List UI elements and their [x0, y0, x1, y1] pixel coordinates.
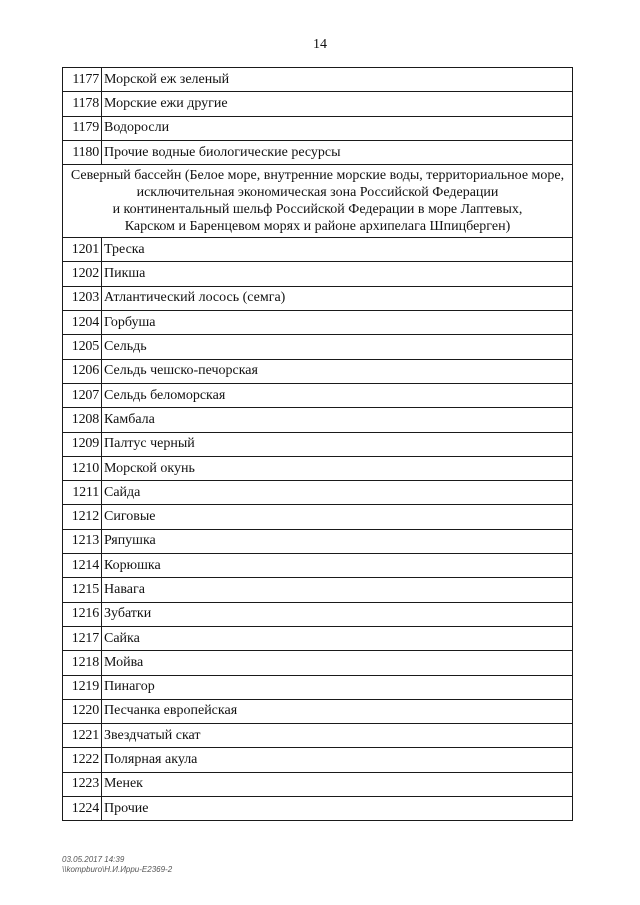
- table-row: [63, 311, 573, 335]
- name-cell: Прочие: [102, 797, 573, 821]
- table-body-bottom: [63, 238, 573, 821]
- table-row: [63, 408, 573, 432]
- name-cell: Сельдь беломорская: [102, 383, 573, 407]
- table-row: [63, 383, 573, 407]
- name-cell: Песчанка европейская: [102, 699, 573, 723]
- table-row: [63, 286, 573, 310]
- code-cell: 1217: [63, 626, 102, 650]
- name-cell: Пикша: [102, 262, 573, 286]
- section-header-line: исключительная экономическая зона Российской Федерации: [136, 185, 499, 201]
- section-header-line: Карском и Баренцевом морях и районе архипелага Шпицберген): [124, 219, 511, 235]
- table-row: [63, 529, 573, 553]
- name-cell: Сиговые: [102, 505, 573, 529]
- name-cell: Палтус черный: [102, 432, 573, 456]
- name-cell: Камбала: [102, 408, 573, 432]
- code-cell: 1204: [63, 311, 102, 335]
- code-cell: 1218: [63, 651, 102, 675]
- code-cell: 1215: [63, 578, 102, 602]
- table-row: [63, 772, 573, 796]
- code-cell: 1177: [63, 68, 102, 92]
- name-cell: Сельдь: [102, 335, 573, 359]
- table-row: [63, 432, 573, 456]
- table-row: [63, 748, 573, 772]
- name-cell: Звездчатый скат: [102, 724, 573, 748]
- table-row: [63, 505, 573, 529]
- table-row: [63, 602, 573, 626]
- name-cell: Атлантический лосось (семга): [102, 286, 573, 310]
- name-cell: Морской еж зеленый: [102, 68, 573, 92]
- name-cell: Корюшка: [102, 554, 573, 578]
- name-cell: Морские ежи другие: [102, 92, 573, 116]
- code-cell: 1178: [63, 92, 102, 116]
- name-cell: Сайка: [102, 626, 573, 650]
- name-cell: Полярная акула: [102, 748, 573, 772]
- code-cell: 1203: [63, 286, 102, 310]
- name-cell: Сельдь чешско-печорская: [102, 359, 573, 383]
- footer-file-path: \\kompburo\Н.И.Ирри-Е2369-2: [62, 865, 173, 874]
- table-row: [63, 262, 573, 286]
- name-cell: Водоросли: [102, 116, 573, 140]
- table-row: [63, 626, 573, 650]
- table-row: [63, 140, 573, 164]
- table-row: [63, 578, 573, 602]
- table-row: [63, 651, 573, 675]
- code-cell: 1224: [63, 797, 102, 821]
- code-cell: 1205: [63, 335, 102, 359]
- section-header-row: [63, 165, 573, 238]
- code-cell: 1213: [63, 529, 102, 553]
- species-code-table: [62, 67, 573, 821]
- code-cell: 1219: [63, 675, 102, 699]
- name-cell: Прочие водные биологические ресурсы: [102, 140, 573, 164]
- table-row: [63, 675, 573, 699]
- code-cell: 1214: [63, 554, 102, 578]
- table-row: [63, 335, 573, 359]
- name-cell: Зубатки: [102, 602, 573, 626]
- table-row: [63, 238, 573, 262]
- name-cell: Пинагор: [102, 675, 573, 699]
- page-number: 14: [313, 37, 327, 52]
- table-row: [63, 699, 573, 723]
- table-row: [63, 92, 573, 116]
- code-cell: 1201: [63, 238, 102, 262]
- footer-timestamp: 03.05.2017 14:39: [62, 855, 125, 864]
- table-row: [63, 359, 573, 383]
- code-cell: 1207: [63, 383, 102, 407]
- section-header-line: Северный бассейн (Белое море, внутренние морские воды, территориальное море,: [70, 168, 565, 184]
- code-cell: 1212: [63, 505, 102, 529]
- code-cell: 1210: [63, 456, 102, 480]
- code-cell: 1179: [63, 116, 102, 140]
- name-cell: Горбуша: [102, 311, 573, 335]
- table-row: [63, 481, 573, 505]
- table-row: [63, 724, 573, 748]
- table-row: [63, 116, 573, 140]
- code-cell: 1211: [63, 481, 102, 505]
- code-cell: 1208: [63, 408, 102, 432]
- code-cell: 1223: [63, 772, 102, 796]
- code-cell: 1209: [63, 432, 102, 456]
- section-header-line: и континентальный шельф Российской Федерации в море Лаптевых,: [112, 202, 523, 218]
- code-cell: 1180: [63, 140, 102, 164]
- name-cell: Мойва: [102, 651, 573, 675]
- table-row: [63, 554, 573, 578]
- name-cell: Ряпушка: [102, 529, 573, 553]
- name-cell: Треска: [102, 238, 573, 262]
- name-cell: Морской окунь: [102, 456, 573, 480]
- code-cell: 1206: [63, 359, 102, 383]
- code-cell: 1222: [63, 748, 102, 772]
- name-cell: Менек: [102, 772, 573, 796]
- code-cell: 1221: [63, 724, 102, 748]
- table-body-top: [63, 68, 573, 238]
- section-header-cell: [63, 165, 573, 238]
- table-row: [63, 797, 573, 821]
- table-row: [63, 68, 573, 92]
- name-cell: Навага: [102, 578, 573, 602]
- code-cell: 1216: [63, 602, 102, 626]
- name-cell: Сайда: [102, 481, 573, 505]
- code-cell: 1220: [63, 699, 102, 723]
- table-row: [63, 456, 573, 480]
- code-cell: 1202: [63, 262, 102, 286]
- document-footer: [62, 855, 172, 875]
